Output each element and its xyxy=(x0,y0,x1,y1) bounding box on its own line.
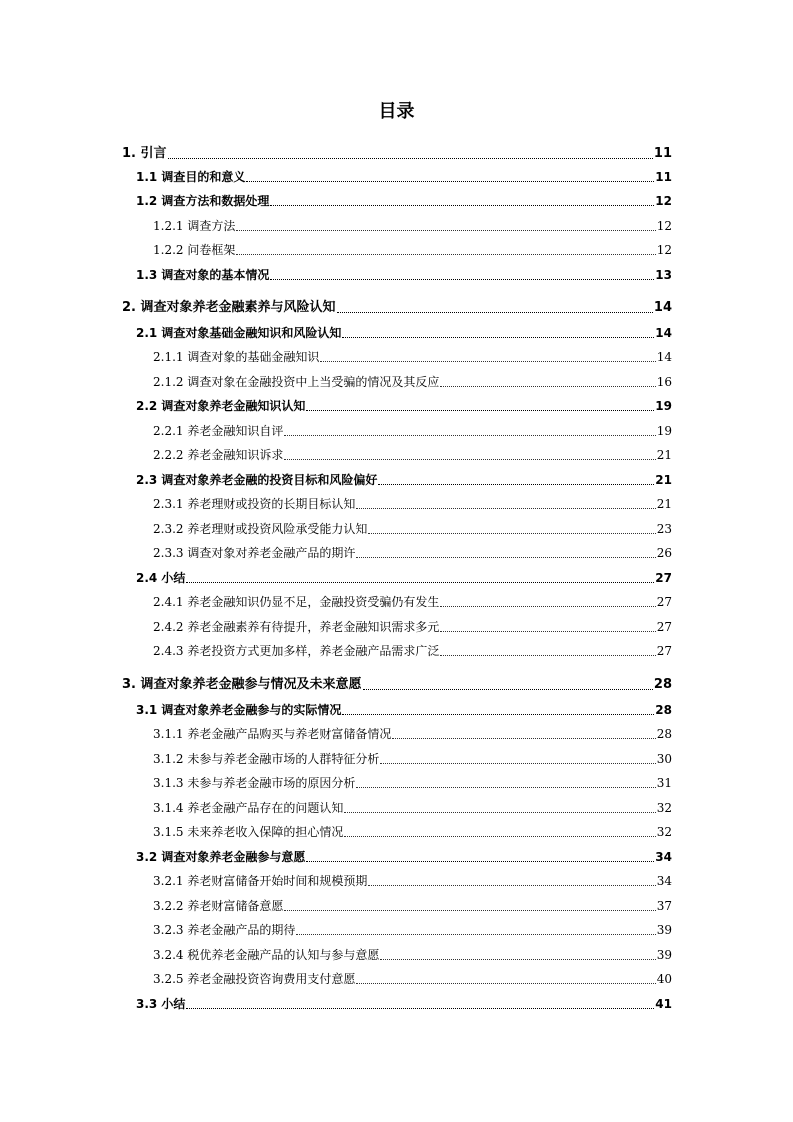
toc-entry-level-3[interactable] xyxy=(153,895,672,915)
toc-dot-leader xyxy=(356,508,655,509)
toc-entry-page-number: 27 xyxy=(656,595,672,609)
toc-entry-page-number: 32 xyxy=(656,801,672,815)
toc-entry-label: 2.1.2 调查对象在金融投资中上当受骗的情况及其反应 xyxy=(153,375,440,389)
toc-entry-level-3[interactable] xyxy=(153,518,672,538)
toc-entry-label: 2.4.1 养老金融知识仍显不足，金融投资受骗仍有发生 xyxy=(153,595,440,609)
toc-dot-leader xyxy=(392,738,655,739)
toc-entry-label: 2.4.3 养老投资方式更加多样，养老金融产品需求广泛 xyxy=(153,644,440,658)
toc-entry-page-number: 40 xyxy=(656,972,672,986)
toc-entry-level-2[interactable] xyxy=(136,322,672,342)
toc-entry-level-3[interactable] xyxy=(153,821,672,841)
toc-entry-page-number: 31 xyxy=(656,776,672,790)
toc-entry-level-3[interactable] xyxy=(153,797,672,817)
toc-entry-level-2[interactable] xyxy=(136,166,672,186)
toc-entry-level-3[interactable] xyxy=(153,748,672,768)
toc-entry-label: 2. 调查对象养老金融素养与风险认知 xyxy=(122,300,336,315)
toc-entry-label: 2.4 小结 xyxy=(136,571,186,585)
toc-dot-leader xyxy=(356,557,655,558)
toc-dot-leader xyxy=(440,655,655,656)
toc-entry-page-number: 12 xyxy=(656,219,672,233)
toc-entry-level-3[interactable] xyxy=(153,493,672,513)
toc-dot-leader xyxy=(356,787,655,788)
toc-entry-label: 2.3 调查对象养老金融的投资目标和风险偏好 xyxy=(136,473,378,487)
toc-entry-page-number: 11 xyxy=(655,170,672,184)
toc-entry-label: 3.2.4 税优养老金融产品的认知与参与意愿 xyxy=(153,948,380,962)
toc-entry-level-2[interactable] xyxy=(136,567,672,587)
toc-entry-level-2[interactable] xyxy=(136,264,672,284)
toc-dot-leader xyxy=(440,606,655,607)
toc-dot-leader xyxy=(320,361,655,362)
toc-entry-label: 3. 调查对象养老金融参与情况及未来意愿 xyxy=(122,677,362,692)
toc-entry-level-3[interactable] xyxy=(153,371,672,391)
toc-entry-label: 2.4.2 养老金融素养有待提升，养老金融知识需求多元 xyxy=(153,620,440,634)
toc-entry-page-number: 27 xyxy=(656,644,672,658)
toc-entry-page-number: 12 xyxy=(656,243,672,257)
toc-dot-leader xyxy=(284,459,655,460)
toc-entry-label: 3.3 小结 xyxy=(136,997,186,1011)
toc-entry-level-3[interactable] xyxy=(153,944,672,964)
toc-entry-label: 1. 引言 xyxy=(122,146,167,161)
toc-entry-level-2[interactable] xyxy=(136,190,672,210)
toc-entry-level-3[interactable] xyxy=(153,346,672,366)
toc-entry-level-3[interactable] xyxy=(153,616,672,636)
toc-entry-label: 1.2.1 调查方法 xyxy=(153,219,236,233)
toc-entry-page-number: 23 xyxy=(656,522,672,536)
toc-entry-page-number: 14 xyxy=(655,326,672,340)
toc-dot-leader xyxy=(378,484,654,485)
toc-entry-label: 3.1.2 未参与养老金融市场的人群特征分析 xyxy=(153,752,380,766)
toc-entry-label: 3.2.2 养老财富储备意愿 xyxy=(153,899,284,913)
toc-dot-leader xyxy=(284,435,655,436)
toc-dot-leader xyxy=(284,910,655,911)
toc-dot-leader xyxy=(306,861,654,862)
toc-entry-page-number: 14 xyxy=(656,350,672,364)
toc-entry-label: 1.1 调查目的和意义 xyxy=(136,170,246,184)
toc-entry-page-number: 16 xyxy=(656,375,672,389)
toc-entry-page-number: 39 xyxy=(656,948,672,962)
toc-dot-leader xyxy=(363,689,653,690)
toc-entry-label: 3.1.4 养老金融产品存在的问题认知 xyxy=(153,801,344,815)
toc-entry-label: 2.2 调查对象养老金融知识认知 xyxy=(136,399,306,413)
toc-entry-level-3[interactable] xyxy=(153,870,672,890)
toc-entry-page-number: 12 xyxy=(655,194,672,208)
toc-dot-leader xyxy=(342,714,654,715)
toc-dot-leader xyxy=(356,983,655,984)
toc-dot-leader xyxy=(270,205,654,206)
toc-entry-level-3[interactable] xyxy=(153,542,672,562)
toc-dot-leader xyxy=(440,386,655,387)
toc-dot-leader xyxy=(380,959,655,960)
toc-entry-page-number: 28 xyxy=(655,703,672,717)
toc-entry-level-3[interactable] xyxy=(153,772,672,792)
toc-entry-page-number: 11 xyxy=(653,146,672,161)
toc-entry-label: 2.3.1 养老理财或投资的长期目标认知 xyxy=(153,497,356,511)
toc-dot-leader xyxy=(168,158,653,159)
toc-entry-page-number: 37 xyxy=(656,899,672,913)
toc-entry-label: 2.3.2 养老理财或投资风险承受能力认知 xyxy=(153,522,368,536)
toc-entry-level-3[interactable] xyxy=(153,444,672,464)
toc-entry-level-2[interactable] xyxy=(136,699,672,719)
toc-entry-level-3[interactable] xyxy=(153,215,672,235)
toc-dot-leader xyxy=(342,337,654,338)
toc-entry-page-number: 19 xyxy=(656,424,672,438)
toc-entry-page-number: 32 xyxy=(656,825,672,839)
toc-entry-page-number: 13 xyxy=(655,268,672,282)
toc-dot-leader xyxy=(368,533,655,534)
toc-dot-leader xyxy=(236,230,655,231)
toc-entry-level-3[interactable] xyxy=(153,968,672,988)
toc-entry-page-number: 21 xyxy=(656,448,672,462)
toc-entry-level-2[interactable] xyxy=(136,993,672,1013)
toc-entry-label: 3.1.5 未来养老收入保障的担心情况 xyxy=(153,825,344,839)
toc-entry-level-3[interactable] xyxy=(153,640,672,660)
toc-entry-label: 2.1 调查对象基础金融知识和风险认知 xyxy=(136,326,342,340)
toc-dot-leader xyxy=(380,763,655,764)
toc-entry-label: 3.1.3 未参与养老金融市场的原因分析 xyxy=(153,776,356,790)
toc-dot-leader xyxy=(337,312,653,313)
toc-dot-leader xyxy=(270,279,654,280)
toc-entry-page-number: 19 xyxy=(655,399,672,413)
toc-entry-level-3[interactable] xyxy=(153,919,672,939)
toc-dot-leader xyxy=(186,582,654,583)
toc-title: 目录 xyxy=(378,101,415,122)
toc-dot-leader xyxy=(296,934,655,935)
toc-entry-label: 3.1.1 养老金融产品购买与养老财富储备情况 xyxy=(153,727,392,741)
toc-entry-level-2[interactable] xyxy=(136,846,672,866)
toc-entry-page-number: 28 xyxy=(653,677,672,692)
toc-entry-page-number: 34 xyxy=(656,874,672,888)
toc-entry-level-3[interactable] xyxy=(153,239,672,259)
toc-dot-leader xyxy=(236,254,655,255)
toc-entry-page-number: 39 xyxy=(656,923,672,937)
toc-entry-label: 3.1 调查对象养老金融参与的实际情况 xyxy=(136,703,342,717)
toc-entry-label: 2.2.2 养老金融知识诉求 xyxy=(153,448,284,462)
toc-dot-leader xyxy=(344,812,655,813)
toc-entry-label: 3.2.5 养老金融投资咨询费用支付意愿 xyxy=(153,972,356,986)
toc-entry-label: 1.2.2 问卷框架 xyxy=(153,243,236,257)
toc-entry-page-number: 21 xyxy=(656,497,672,511)
toc-entry-page-number: 30 xyxy=(656,752,672,766)
toc-entry-page-number: 41 xyxy=(655,997,672,1011)
toc-dot-leader xyxy=(440,631,655,632)
toc-entry-level-1[interactable] xyxy=(122,143,672,163)
toc-entry-label: 2.1.1 调查对象的基础金融知识 xyxy=(153,350,320,364)
toc-entry-label: 1.3 调查对象的基本情况 xyxy=(136,268,270,282)
toc-entry-page-number: 14 xyxy=(653,300,672,315)
toc-entry-page-number: 27 xyxy=(655,571,672,585)
toc-entry-page-number: 26 xyxy=(656,546,672,560)
toc-entry-page-number: 27 xyxy=(656,620,672,634)
toc-entry-level-3[interactable] xyxy=(153,420,672,440)
toc-entry-level-1[interactable] xyxy=(122,297,672,317)
toc-entry-level-3[interactable] xyxy=(153,591,672,611)
toc-dot-leader xyxy=(186,1008,654,1009)
toc-entry-page-number: 34 xyxy=(655,850,672,864)
toc-entry-label: 3.2 调查对象养老金融参与意愿 xyxy=(136,850,306,864)
toc-entry-level-2[interactable] xyxy=(136,469,672,489)
toc-entry-label: 2.3.3 调查对象对养老金融产品的期许 xyxy=(153,546,356,560)
toc-dot-leader xyxy=(306,410,654,411)
toc-dot-leader xyxy=(368,885,655,886)
toc-entry-level-3[interactable] xyxy=(153,723,672,743)
toc-entry-level-2[interactable] xyxy=(136,395,672,415)
toc-entry-label: 3.2.1 养老财富储备开始时间和规模预期 xyxy=(153,874,368,888)
toc-entry-level-1[interactable] xyxy=(122,674,672,694)
toc-entry-label: 3.2.3 养老金融产品的期待 xyxy=(153,923,296,937)
toc-dot-leader xyxy=(246,181,654,182)
toc-entry-page-number: 28 xyxy=(656,727,672,741)
toc-entry-label: 2.2.1 养老金融知识自评 xyxy=(153,424,284,438)
toc-dot-leader xyxy=(344,836,655,837)
toc-entry-page-number: 21 xyxy=(655,473,672,487)
toc-entry-label: 1.2 调查方法和数据处理 xyxy=(136,194,270,208)
